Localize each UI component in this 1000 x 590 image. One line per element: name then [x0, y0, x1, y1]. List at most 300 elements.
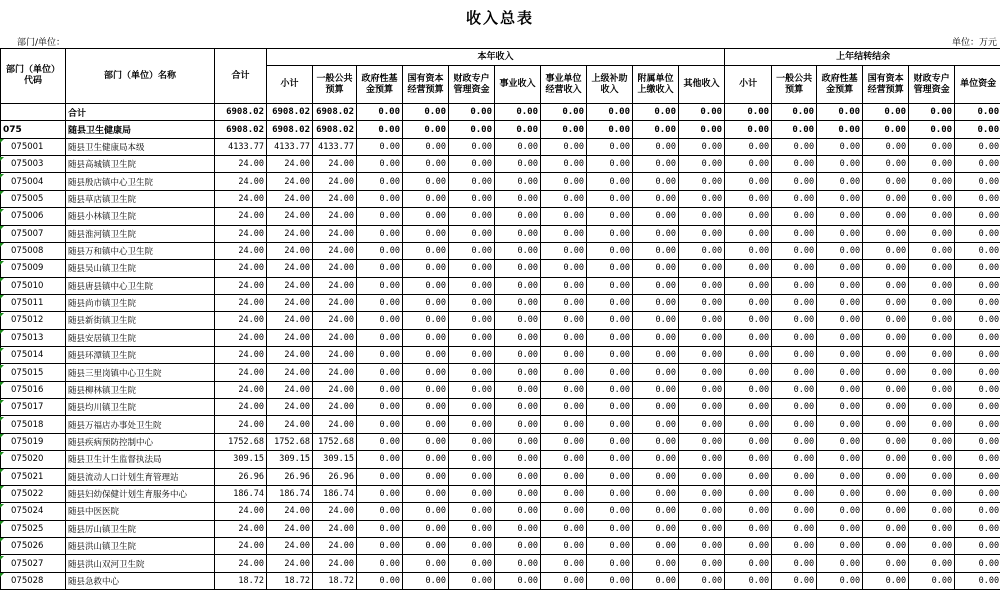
table-row — [1, 381, 1000, 398]
cell-value: 0.00 — [772, 242, 817, 259]
cell-value: 0.00 — [449, 294, 495, 311]
cell-value: 0.00 — [403, 242, 449, 259]
cell-marker — [0, 434, 4, 438]
cell-value: 0.00 — [633, 121, 679, 138]
cell-current-subtotal: 24.00 — [267, 503, 313, 520]
cell-total: 24.00 — [215, 242, 267, 259]
cell-value: 0.00 — [725, 208, 772, 225]
cell-current-subtotal: 6908.02 — [267, 104, 313, 121]
cell-value: 0.00 — [863, 294, 909, 311]
cell-current-subtotal: 6908.02 — [267, 121, 313, 138]
cell-value: 0.00 — [403, 208, 449, 225]
cell-value: 0.00 — [449, 381, 495, 398]
cell-value: 0.00 — [403, 138, 449, 155]
cell-value: 0.00 — [679, 138, 725, 155]
cell-value: 0.00 — [633, 433, 679, 450]
cell-value: 0.00 — [495, 381, 541, 398]
cell-value: 0.00 — [633, 190, 679, 207]
cell-value: 0.00 — [633, 485, 679, 502]
cell-value: 0.00 — [357, 329, 403, 346]
cell-value: 0.00 — [679, 347, 725, 364]
cell-current-general-budget: 24.00 — [313, 399, 357, 416]
cell-marker — [0, 452, 4, 456]
cell-value: 0.00 — [449, 468, 495, 485]
cell-value: 0.00 — [449, 520, 495, 537]
cell-current-subtotal: 26.96 — [267, 468, 313, 485]
header-prior-year: 上年结转结余 — [725, 49, 1000, 66]
cell-value: 0.00 — [817, 416, 863, 433]
cell-total: 24.00 — [215, 277, 267, 294]
cell-name: 随县高城镇卫生院 — [66, 156, 215, 173]
cell-value: 0.00 — [541, 572, 587, 589]
cell-name: 随县三里岗镇中心卫生院 — [66, 364, 215, 381]
cell-current-general-budget: 24.00 — [313, 208, 357, 225]
cell-value: 0.00 — [955, 503, 1000, 520]
cell-value: 0.00 — [541, 399, 587, 416]
cell-code: 075026 — [1, 537, 66, 554]
table-row — [1, 260, 1000, 277]
cell-name: 随县急救中心 — [66, 572, 215, 589]
cell-value: 0.00 — [725, 520, 772, 537]
cell-total: 24.00 — [215, 208, 267, 225]
cell-marker — [0, 226, 4, 230]
cell-code: 075028 — [1, 572, 66, 589]
cell-value: 0.00 — [357, 520, 403, 537]
cell-value: 0.00 — [357, 485, 403, 502]
cell-value: 0.00 — [495, 173, 541, 190]
cell-value: 0.00 — [863, 242, 909, 259]
cell-current-general-budget: 1752.68 — [313, 433, 357, 450]
cell-value: 0.00 — [863, 104, 909, 121]
income-summary-table — [0, 48, 1000, 590]
cell-value: 0.00 — [679, 104, 725, 121]
cell-marker — [0, 400, 4, 404]
cell-marker — [0, 313, 4, 317]
cell-current-general-budget: 24.00 — [313, 277, 357, 294]
cell-value: 0.00 — [772, 572, 817, 589]
cell-value: 0.00 — [679, 173, 725, 190]
cell-value: 0.00 — [587, 537, 633, 554]
cell-total: 24.00 — [215, 416, 267, 433]
cell-marker — [0, 504, 4, 508]
cell-value: 0.00 — [679, 451, 725, 468]
cell-value: 0.00 — [909, 433, 955, 450]
cell-value: 0.00 — [817, 503, 863, 520]
cell-value: 0.00 — [909, 555, 955, 572]
cell-value: 0.00 — [541, 294, 587, 311]
cell-value: 0.00 — [449, 451, 495, 468]
cell-value: 0.00 — [725, 555, 772, 572]
cell-value: 0.00 — [772, 451, 817, 468]
cell-value: 0.00 — [541, 364, 587, 381]
cell-name: 随县吴山镇卫生院 — [66, 260, 215, 277]
cell-value: 0.00 — [863, 208, 909, 225]
cell-marker — [0, 382, 4, 386]
cell-value: 0.00 — [955, 104, 1000, 121]
cell-total: 24.00 — [215, 520, 267, 537]
cell-marker — [0, 573, 4, 577]
cell-marker — [0, 261, 4, 265]
cell-value: 0.00 — [541, 312, 587, 329]
cell-value: 0.00 — [357, 312, 403, 329]
table-row — [1, 572, 1000, 589]
cell-value: 0.00 — [772, 260, 817, 277]
cell-value: 0.00 — [449, 503, 495, 520]
cell-value: 0.00 — [587, 381, 633, 398]
cell-total: 24.00 — [215, 225, 267, 242]
cell-value: 0.00 — [357, 156, 403, 173]
cell-marker — [0, 330, 4, 334]
cell-value: 0.00 — [955, 572, 1000, 589]
cell-value: 0.00 — [495, 503, 541, 520]
cell-value: 0.00 — [449, 277, 495, 294]
cell-value: 0.00 — [541, 537, 587, 554]
cell-name: 随县卫生计生监督执法局 — [66, 451, 215, 468]
cell-value: 0.00 — [955, 225, 1000, 242]
cell-value: 0.00 — [449, 173, 495, 190]
cell-current-subtotal: 24.00 — [267, 364, 313, 381]
header-current-col: 附属单位上缴收入 — [633, 66, 679, 104]
cell-value: 0.00 — [772, 173, 817, 190]
cell-value: 0.00 — [725, 156, 772, 173]
cell-current-general-budget: 18.72 — [313, 572, 357, 589]
cell-value: 0.00 — [817, 138, 863, 155]
header-prior-col: 政府性基金预算 — [817, 66, 863, 104]
cell-value: 0.00 — [357, 503, 403, 520]
cell-value: 0.00 — [449, 260, 495, 277]
cell-value: 0.00 — [679, 416, 725, 433]
cell-code: 075005 — [1, 190, 66, 207]
cell-value: 0.00 — [357, 294, 403, 311]
cell-value: 0.00 — [955, 381, 1000, 398]
cell-current-general-budget: 24.00 — [313, 173, 357, 190]
cell-value: 0.00 — [633, 173, 679, 190]
cell-current-general-budget: 186.74 — [313, 485, 357, 502]
cell-value: 0.00 — [955, 329, 1000, 346]
cell-value: 0.00 — [679, 381, 725, 398]
cell-value: 0.00 — [955, 294, 1000, 311]
cell-code: 075004 — [1, 173, 66, 190]
cell-name: 随县新街镇卫生院 — [66, 312, 215, 329]
cell-value: 0.00 — [357, 537, 403, 554]
cell-current-general-budget: 24.00 — [313, 364, 357, 381]
cell-value: 0.00 — [679, 208, 725, 225]
cell-current-subtotal: 24.00 — [267, 329, 313, 346]
cell-value: 0.00 — [955, 416, 1000, 433]
cell-value: 0.00 — [495, 451, 541, 468]
cell-value: 0.00 — [725, 364, 772, 381]
cell-current-general-budget: 24.00 — [313, 190, 357, 207]
cell-value: 0.00 — [817, 364, 863, 381]
cell-current-general-budget: 24.00 — [313, 294, 357, 311]
cell-value: 0.00 — [403, 503, 449, 520]
cell-value: 0.00 — [495, 225, 541, 242]
cell-value: 0.00 — [772, 416, 817, 433]
cell-total: 24.00 — [215, 537, 267, 554]
cell-value: 0.00 — [909, 520, 955, 537]
cell-name: 随县环潭镇卫生院 — [66, 347, 215, 364]
cell-value: 0.00 — [541, 329, 587, 346]
cell-value: 0.00 — [725, 572, 772, 589]
cell-marker — [0, 209, 4, 213]
cell-total: 24.00 — [215, 503, 267, 520]
cell-name: 随县万福店办事处卫生院 — [66, 416, 215, 433]
cell-value: 0.00 — [955, 156, 1000, 173]
cell-code: 075012 — [1, 312, 66, 329]
header-current-col: 财政专户管理资金 — [449, 66, 495, 104]
table-row — [1, 225, 1000, 242]
cell-value: 0.00 — [955, 451, 1000, 468]
cell-value: 0.00 — [587, 242, 633, 259]
cell-value: 0.00 — [955, 399, 1000, 416]
cell-value: 0.00 — [863, 121, 909, 138]
cell-value: 0.00 — [541, 520, 587, 537]
cell-value: 0.00 — [403, 190, 449, 207]
cell-value: 0.00 — [633, 381, 679, 398]
cell-value: 0.00 — [909, 451, 955, 468]
cell-name: 随县流动人口计划生育管理站 — [66, 468, 215, 485]
unit-label: 单位：万元 — [952, 35, 997, 48]
cell-value: 0.00 — [403, 294, 449, 311]
cell-value: 0.00 — [817, 312, 863, 329]
cell-value: 0.00 — [817, 451, 863, 468]
cell-value: 0.00 — [449, 242, 495, 259]
cell-marker — [0, 295, 4, 299]
cell-value: 0.00 — [403, 537, 449, 554]
cell-value: 0.00 — [679, 156, 725, 173]
cell-value: 0.00 — [725, 190, 772, 207]
cell-value: 0.00 — [403, 173, 449, 190]
table-row — [1, 156, 1000, 173]
cell-value: 0.00 — [863, 347, 909, 364]
cell-value: 0.00 — [495, 294, 541, 311]
cell-value: 0.00 — [541, 451, 587, 468]
cell-total: 18.72 — [215, 572, 267, 589]
cell-marker — [0, 243, 4, 247]
cell-value: 0.00 — [357, 190, 403, 207]
cell-value: 0.00 — [541, 381, 587, 398]
table-row — [1, 104, 1000, 121]
cell-code — [1, 104, 66, 121]
cell-value: 0.00 — [633, 364, 679, 381]
cell-current-general-budget: 24.00 — [313, 260, 357, 277]
cell-value: 0.00 — [633, 294, 679, 311]
cell-value: 0.00 — [909, 208, 955, 225]
cell-value: 0.00 — [587, 208, 633, 225]
cell-value: 0.00 — [817, 329, 863, 346]
cell-value: 0.00 — [817, 485, 863, 502]
cell-value: 0.00 — [541, 277, 587, 294]
cell-value: 0.00 — [817, 260, 863, 277]
cell-current-general-budget: 24.00 — [313, 537, 357, 554]
cell-value: 0.00 — [541, 416, 587, 433]
table-row — [1, 312, 1000, 329]
cell-value: 0.00 — [449, 208, 495, 225]
cell-value: 0.00 — [633, 416, 679, 433]
table-row — [1, 121, 1000, 138]
cell-value: 0.00 — [587, 156, 633, 173]
cell-current-subtotal: 24.00 — [267, 260, 313, 277]
page-title: 收入总表 — [0, 7, 1000, 29]
cell-value: 0.00 — [633, 156, 679, 173]
cell-value: 0.00 — [495, 208, 541, 225]
cell-value: 0.00 — [772, 277, 817, 294]
cell-value: 0.00 — [633, 503, 679, 520]
header-current-year: 本年收入 — [267, 49, 725, 66]
table-body — [1, 104, 1000, 590]
cell-name: 随县中医医院 — [66, 503, 215, 520]
cell-value: 0.00 — [909, 173, 955, 190]
cell-value: 0.00 — [817, 156, 863, 173]
cell-value: 0.00 — [495, 277, 541, 294]
cell-value: 0.00 — [357, 173, 403, 190]
cell-value: 0.00 — [449, 572, 495, 589]
table-row — [1, 485, 1000, 502]
cell-total: 24.00 — [215, 190, 267, 207]
cell-marker — [0, 556, 4, 560]
cell-value: 0.00 — [587, 520, 633, 537]
cell-value: 0.00 — [541, 242, 587, 259]
table-row — [1, 277, 1000, 294]
cell-value: 0.00 — [909, 104, 955, 121]
cell-value: 0.00 — [679, 433, 725, 450]
cell-value: 0.00 — [633, 399, 679, 416]
cell-value: 0.00 — [403, 555, 449, 572]
cell-current-subtotal: 24.00 — [267, 190, 313, 207]
cell-name: 随县尚市镇卫生院 — [66, 294, 215, 311]
cell-total: 26.96 — [215, 468, 267, 485]
cell-value: 0.00 — [772, 190, 817, 207]
cell-value: 0.00 — [909, 242, 955, 259]
cell-value: 0.00 — [357, 121, 403, 138]
cell-value: 0.00 — [403, 104, 449, 121]
cell-value: 0.00 — [863, 399, 909, 416]
cell-value: 0.00 — [633, 225, 679, 242]
cell-value: 0.00 — [541, 208, 587, 225]
cell-current-general-budget: 24.00 — [313, 312, 357, 329]
cell-value: 0.00 — [633, 555, 679, 572]
cell-value: 0.00 — [495, 399, 541, 416]
cell-current-subtotal: 24.00 — [267, 208, 313, 225]
cell-value: 0.00 — [541, 260, 587, 277]
cell-value: 0.00 — [495, 190, 541, 207]
cell-current-general-budget: 24.00 — [313, 520, 357, 537]
cell-value: 0.00 — [909, 312, 955, 329]
cell-code: 075010 — [1, 277, 66, 294]
cell-value: 0.00 — [679, 468, 725, 485]
cell-value: 0.00 — [495, 468, 541, 485]
cell-value: 0.00 — [495, 104, 541, 121]
cell-value: 0.00 — [633, 242, 679, 259]
cell-current-general-budget: 24.00 — [313, 329, 357, 346]
cell-value: 0.00 — [357, 399, 403, 416]
cell-value: 0.00 — [357, 555, 403, 572]
cell-value: 0.00 — [495, 485, 541, 502]
cell-value: 0.00 — [772, 364, 817, 381]
cell-value: 0.00 — [587, 173, 633, 190]
cell-value: 0.00 — [772, 503, 817, 520]
cell-value: 0.00 — [495, 329, 541, 346]
cell-code: 075001 — [1, 138, 66, 155]
cell-code: 075020 — [1, 451, 66, 468]
cell-value: 0.00 — [772, 381, 817, 398]
cell-value: 0.00 — [541, 138, 587, 155]
table-row — [1, 503, 1000, 520]
cell-code: 075027 — [1, 555, 66, 572]
cell-value: 0.00 — [909, 156, 955, 173]
cell-value: 0.00 — [357, 364, 403, 381]
cell-value: 0.00 — [633, 468, 679, 485]
cell-value: 0.00 — [955, 242, 1000, 259]
cell-value: 0.00 — [909, 329, 955, 346]
cell-name: 随县唐县镇中心卫生院 — [66, 277, 215, 294]
cell-value: 0.00 — [909, 537, 955, 554]
cell-value: 0.00 — [587, 364, 633, 381]
cell-value: 0.00 — [541, 156, 587, 173]
department-label: 部门/单位： — [17, 35, 65, 48]
cell-value: 0.00 — [633, 277, 679, 294]
cell-value: 0.00 — [772, 537, 817, 554]
cell-value: 0.00 — [909, 364, 955, 381]
cell-value: 0.00 — [955, 121, 1000, 138]
cell-total: 24.00 — [215, 312, 267, 329]
header-total: 合计 — [215, 49, 267, 104]
cell-total: 24.00 — [215, 347, 267, 364]
table-row — [1, 190, 1000, 207]
cell-marker — [0, 157, 4, 161]
cell-value: 0.00 — [679, 225, 725, 242]
cell-value: 0.00 — [357, 451, 403, 468]
cell-value: 0.00 — [725, 451, 772, 468]
cell-value: 0.00 — [863, 433, 909, 450]
cell-current-subtotal: 24.00 — [267, 381, 313, 398]
cell-value: 0.00 — [357, 104, 403, 121]
cell-value: 0.00 — [817, 555, 863, 572]
cell-value: 0.00 — [909, 572, 955, 589]
cell-value: 0.00 — [863, 485, 909, 502]
cell-value: 0.00 — [817, 121, 863, 138]
cell-value: 0.00 — [909, 416, 955, 433]
cell-current-subtotal: 24.00 — [267, 520, 313, 537]
cell-value: 0.00 — [817, 381, 863, 398]
cell-name: 随县洪山镇卫生院 — [66, 537, 215, 554]
cell-current-general-budget: 24.00 — [313, 225, 357, 242]
cell-value: 0.00 — [863, 381, 909, 398]
cell-code: 075017 — [1, 399, 66, 416]
cell-value: 0.00 — [725, 503, 772, 520]
cell-value: 0.00 — [495, 433, 541, 450]
cell-value: 0.00 — [679, 555, 725, 572]
cell-current-general-budget: 4133.77 — [313, 138, 357, 155]
cell-value: 0.00 — [679, 121, 725, 138]
cell-value: 0.00 — [495, 572, 541, 589]
cell-value: 0.00 — [955, 312, 1000, 329]
cell-value: 0.00 — [403, 399, 449, 416]
cell-value: 0.00 — [403, 381, 449, 398]
header-current-col: 事业单位经营收入 — [541, 66, 587, 104]
cell-value: 0.00 — [495, 555, 541, 572]
cell-value: 0.00 — [541, 225, 587, 242]
cell-code: 075024 — [1, 503, 66, 520]
cell-current-subtotal: 18.72 — [267, 572, 313, 589]
cell-value: 0.00 — [909, 503, 955, 520]
cell-value: 0.00 — [403, 347, 449, 364]
table-row — [1, 208, 1000, 225]
cell-value: 0.00 — [725, 399, 772, 416]
cell-code: 075022 — [1, 485, 66, 502]
cell-value: 0.00 — [495, 260, 541, 277]
cell-value: 0.00 — [909, 138, 955, 155]
